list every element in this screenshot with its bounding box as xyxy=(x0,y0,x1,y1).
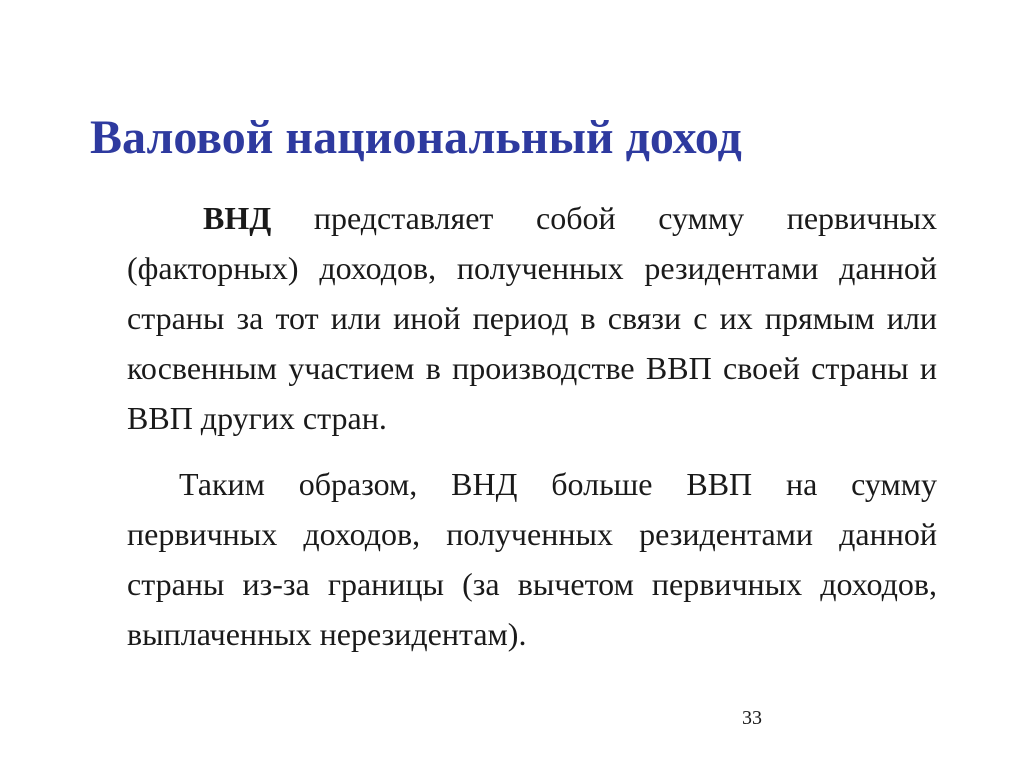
conclusion-paragraph: Таким образом, ВНД больше ВВП на сумму первичных доходов, полученных резидентами данной страны из-за границы (за вычетом первичных доходов, выплаченных нерезидентам). xyxy=(127,466,937,652)
page-number: 33 xyxy=(742,707,762,729)
definition-paragraph xyxy=(127,193,937,443)
slide-title: Валовой национальный доход xyxy=(90,111,742,164)
definition-text: представляет собой сумму первичных (факторных) доходов, полученных резидентами данной страны за тот или иной период в связи с их прямым или косвенным участием в производстве ВВП своей страны и ВВП других стран. xyxy=(127,200,937,436)
definition-term: ВНД xyxy=(203,200,272,236)
